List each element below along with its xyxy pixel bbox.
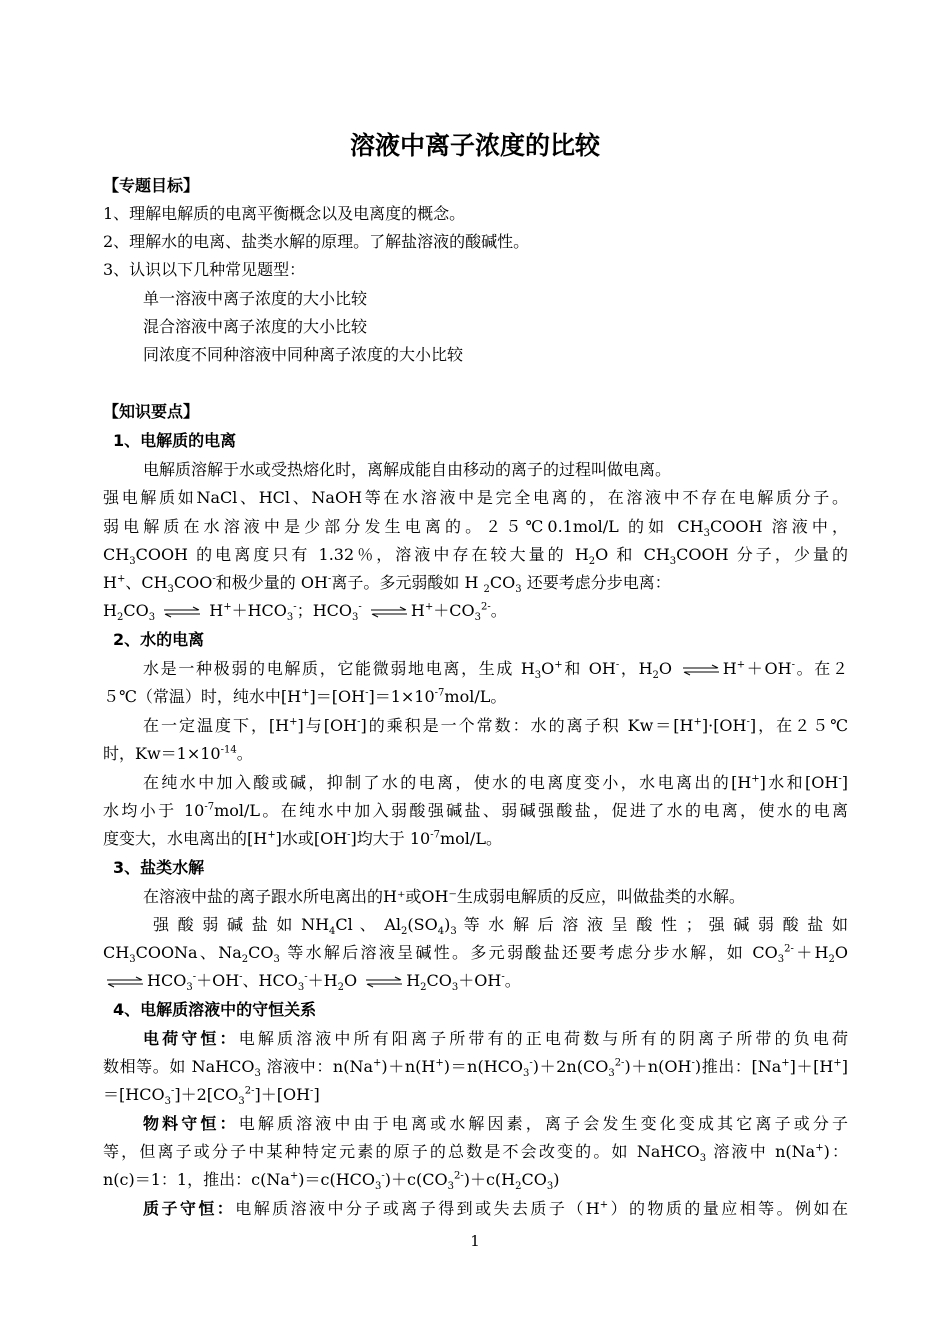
goal-1: 1、理解电解质的电离平衡概念以及电离度的概念。 bbox=[103, 204, 466, 223]
label-material-conservation: 物料守恒： bbox=[143, 1114, 239, 1133]
paragraph-line: 强电解质如NaCl、HCl、NaOH等在水溶液中是完全电离的，在溶液中不存在电解质分子。 bbox=[103, 488, 848, 507]
paragraph-line: 质子守恒：电解质溶液中分子或离子得到或失去质子（H+）的物质的量应相等。例如在 bbox=[143, 1199, 848, 1218]
section-header-goals: 【专题目标】 bbox=[103, 176, 200, 195]
goal-3-item-c: 同浓度不同种溶液中同种离子浓度的大小比较 bbox=[143, 345, 464, 364]
equilibrium-arrow-icon bbox=[162, 606, 202, 618]
paragraph-line: 电解质溶解于水或受热熔化时，离解成能自由移动的离子的过程叫做电离。 bbox=[143, 460, 672, 479]
paragraph-line: 弱电解质在水溶液中是少部分发生电离的。２５℃0.1mol/L 的如 $CH_3COOH$ 溶液中， bbox=[103, 517, 848, 540]
paragraph-line: 等，但离子或分子中某种特定元素的原子的总数是不会改变的。如 NaHCO$_3$ 溶液中 n(Na+)： bbox=[103, 1142, 848, 1165]
paragraph-line: 水是一种极弱的电解质，它能微弱地电离，生成 $H_3O^+$和 OH-，$H_2O$ H+＋OH-。在２ bbox=[143, 659, 848, 682]
paragraph-line: H+、$CH_3COO^-$和极少量的 OH-离子。多元弱酸如 H $_2CO_3$ 还要考虑分步电离： bbox=[103, 573, 671, 596]
equilibrium-arrow-icon bbox=[681, 664, 721, 676]
label-charge-conservation: 电荷守恒： bbox=[143, 1029, 239, 1048]
subheading-conservation: 4、电解质溶液中的守恒关系 bbox=[113, 1000, 317, 1019]
paragraph-line: $CH_3COOH$ 的电离度只有 1.32％，溶液中存在较大量的 $H_2O$ 和 $CH_3COOH$ 分子，少量的 bbox=[103, 545, 848, 568]
equation-line: $HCO_3^-+OH^-$、$HCO_3^-+H_2O$ $H_2CO_3+OH^-$。 bbox=[103, 969, 848, 993]
goal-3-item-a: 单一溶液中离子浓度的大小比较 bbox=[143, 289, 368, 308]
paragraph-line: 时，$Kw=1\times 10^{-14}$。 bbox=[103, 744, 253, 763]
paragraph-line: 强 酸 弱 碱 盐 如 $NH_4Cl$ 、 $Al_2(SO_4)_3$ 等 水 解 后 溶 液 呈 酸 性 ； 强 碱 弱 酸 盐 如 bbox=[153, 915, 848, 938]
paragraph-line: $=[HCO_3^-]+2[CO_3^{2-}]+[OH^-]$ bbox=[103, 1085, 320, 1108]
subheading-electrolyte-ionization: 1、电解质的电离 bbox=[113, 431, 237, 450]
subheading-water-ionization: 2、水的电离 bbox=[113, 630, 205, 649]
page-number: 1 bbox=[470, 1232, 480, 1250]
goal-2: 2、理解水的电离、盐类水解的原理。了解盐溶液的酸碱性。 bbox=[103, 232, 530, 251]
section-header-knowledge: 【知识要点】 bbox=[103, 402, 200, 421]
label-proton-conservation: 质子守恒： bbox=[143, 1199, 236, 1218]
paragraph-line: 在一定温度下，[H+]与[OH-]的乘积是一个常数：水的离子积 Kw＝[H+]·[OH-]，在２５℃ bbox=[143, 716, 848, 735]
page-title: 溶液中离子浓度的比较 bbox=[349, 131, 600, 160]
equilibrium-arrow-icon bbox=[364, 976, 404, 988]
equilibrium-arrow-icon bbox=[369, 606, 409, 618]
paragraph-line: ５℃（常温）时，纯水中$[H^+]=[OH^-]=1\times 10^{-7}mol/L$。 bbox=[103, 687, 507, 706]
paragraph-line: 在纯水中加入酸或碱，抑制了水的电离，使水的电离度变小，水电离出的[H+]水和[OH-] bbox=[143, 773, 848, 792]
paragraph-line: $CH_3COONa$、$Na_2CO_3$ 等水解后溶液呈碱性。多元弱酸盐还要考虑分步水解，如 $CO_3^{2-}+H_2O$ bbox=[103, 943, 848, 966]
subheading-salt-hydrolysis: 3、盐类水解 bbox=[113, 858, 205, 877]
equilibrium-arrow-icon bbox=[105, 976, 145, 988]
paragraph-line: 电荷守恒：电解质溶液中所有阳离子所带有的正电荷数与所有的阴离子所带的负电荷 bbox=[143, 1029, 848, 1048]
goal-3: 3、认识以下几种常见题型： bbox=[103, 260, 306, 279]
goal-3-item-b: 混合溶液中离子浓度的大小比较 bbox=[143, 317, 368, 336]
paragraph-line: 数相等。如 NaHCO$_3$ 溶液中：$n(Na^+)+n(H^+)=n(HCO_3^-)+2n(CO_3^{2-})+n(OH^-)$推出：[Na+]＋[H+] bbox=[103, 1057, 848, 1080]
equation-line: $H_2CO_3$ $H^++HCO_3^-$；$HCO_3^-$ $H^++CO_3^{2-}$。 bbox=[103, 601, 507, 624]
paragraph-line: 在溶液中盐的离子跟水所电离出的H⁺或OH⁻生成弱电解质的反应，叫做盐类的水解。 bbox=[143, 887, 745, 906]
paragraph-line: n(c)＝1：1，推出：$c(Na^+)=c(HCO_3^-)+c(CO_3^{2-})+c(H_2CO_3)$ bbox=[103, 1170, 560, 1193]
paragraph-line: 物料守恒：电解质溶液中由于电离或水解因素，离子会发生变化变成其它离子或分子 bbox=[143, 1114, 848, 1133]
paragraph-line: 度变大，水电离出的[H+]水或[OH-]均大于 $10^{-7}mol/L$。 bbox=[103, 829, 502, 848]
paragraph-line: 水均小于 $10^{-7}mol/L$。在纯水中加入弱酸强碱盐、弱碱强酸盐，促进了水的电离，使水的电离 bbox=[103, 801, 848, 820]
